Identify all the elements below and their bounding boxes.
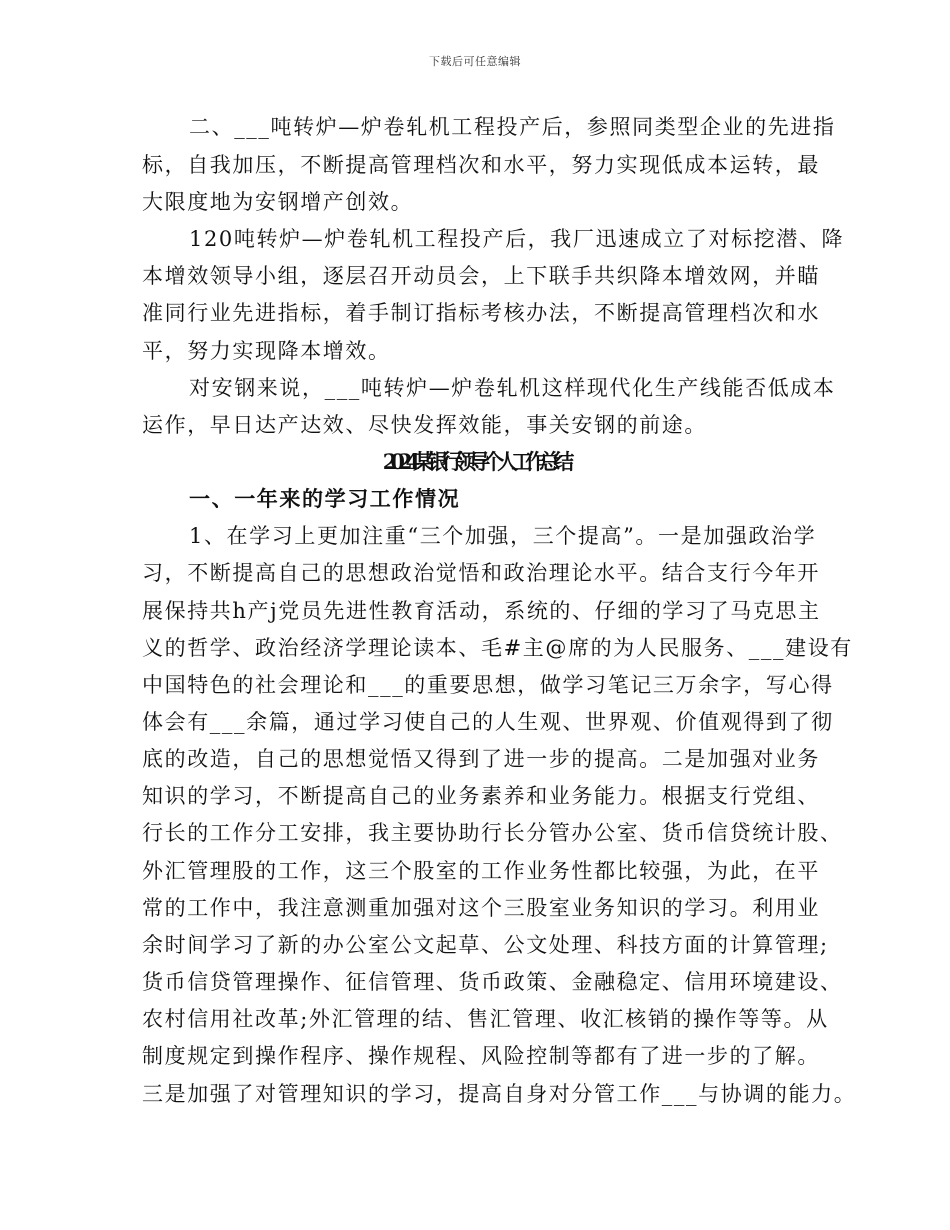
- paragraph-line: 对安钢来说，___吨转炉—炉卷轧机这样现代化生产线能否低成本: [189, 376, 836, 400]
- paragraph-line: 大限度地为安钢增产创效。: [142, 190, 414, 214]
- paragraph-line: 知识的学习，不断提高自己的业务素养和业务能力。根据支行党组、: [142, 784, 820, 808]
- paragraph-line: 农村信用社改革;外汇管理的结、售汇管理、收汇核销的操作等等。从: [142, 1007, 829, 1031]
- paragraph-line: 准同行业先进指标，着手制订指标考核办法，不断提高管理档次和水: [142, 301, 820, 325]
- paragraph-line: 底的改造，自己的思想觉悟又得到了进一步的提高。二是加强对业务: [142, 747, 820, 771]
- paragraph-line: 体会有___余篇，通过学习使自己的人生观、世界观、价值观得到了彻: [142, 710, 834, 734]
- page-header-note: 下载后可任意编辑: [429, 55, 521, 68]
- paragraph-line: 本增效领导小组，逐层召开动员会，上下联手共织降本增效网，并瞄: [142, 264, 820, 288]
- paragraph-line: 习，不断提高自己的思想政治觉悟和政治理论水平。结合支行今年开: [142, 561, 820, 585]
- paragraph-line: 二、___吨转炉—炉卷轧机工程投产后，参照同类型企业的先进指: [189, 115, 836, 139]
- paragraph-line: 制度规定到操作程序、操作规程、风险控制等都有了进一步的了解。: [142, 1044, 820, 1068]
- paragraph-line: 1、在学习上更加注重“三个加强，三个提高”。一是加强政治学: [189, 524, 817, 548]
- section-heading: 一、一年来的学习工作情况: [189, 486, 461, 511]
- paragraph-line: 外汇管理股的工作，这三个股室的工作业务性都比较强，为此，在平: [142, 859, 820, 883]
- paragraph-line: 行长的工作分工安排，我主要协助行长分管办公室、货币信贷统计股、: [142, 821, 843, 845]
- paragraph-line: 余时间学习了新的办公室公文起草、公文处理、科技方面的计算管理;: [142, 933, 829, 957]
- paragraph-line: 常的工作中，我注意测重加强对这个三股室业务知识的学习。利用业: [142, 896, 820, 920]
- paragraph-line: 120吨转炉—炉卷轧机工程投产后，我厂迅速成立了对标挖潜、降: [189, 227, 845, 251]
- paragraph-line: 运作，早日达产达效、尽快发挥效能，事关安钢的前途。: [142, 413, 707, 437]
- document-title: 2024某银行领导个人工作总结: [382, 449, 568, 474]
- paragraph-line: 中国特色的社会理论和___的重要思想，做学习笔记三万余字，写心得: [142, 673, 834, 697]
- paragraph-line: 货币信贷管理操作、征信管理、货币政策、金融稳定、信用环境建设、: [142, 970, 843, 994]
- paragraph-line: 义的哲学、政治经济学理论读本、毛#主@席的为人民服务、___建设有: [142, 636, 853, 660]
- paragraph-line: 平，努力实现降本增效。: [142, 339, 391, 363]
- paragraph-line: 展保持共h产j党员先进性教育活动，系统的、仔细的学习了马克思主: [142, 599, 821, 623]
- paragraph-line: 标，自我加压，不断提高管理档次和水平，努力实现低成本运转，最: [142, 153, 820, 177]
- paragraph-line: 三是加强了对管理知识的学习，提高自身对分管工作___与协调的能力。: [142, 1082, 857, 1106]
